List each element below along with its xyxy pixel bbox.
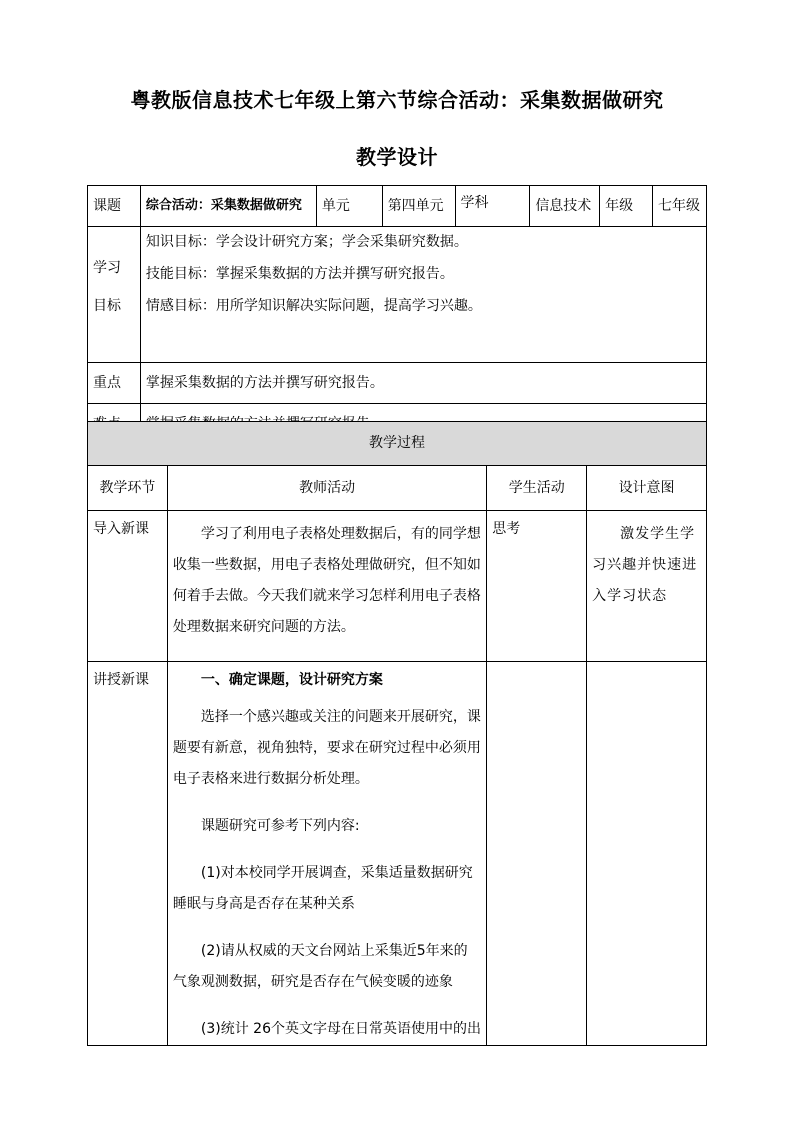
goals-body <box>140 227 706 363</box>
lecture-paragraph-2: 课题研究可参考下列内容: <box>200 818 360 834</box>
lecture-item-3: (3)统计 26个英文字母在日常英语使用中的出 <box>200 1021 481 1037</box>
goals-label <box>88 227 141 363</box>
process-header-row <box>88 466 707 511</box>
goals-label-line2: 目标 <box>93 298 121 314</box>
lecture-intent <box>587 662 707 1046</box>
key-point-label: 重点 <box>88 363 141 404</box>
topic-label: 课题 <box>88 186 141 227</box>
intro-teacher <box>167 511 486 662</box>
lecture-heading: 一、确定课题，设计研究方案 <box>200 672 383 688</box>
lecture-teacher <box>167 662 486 1046</box>
intro-intent <box>587 511 707 662</box>
goals-label-line1: 学习 <box>93 260 121 276</box>
lecture-item-2: (2)请从权威的天文台网站上采集近5年来的气象观测数据，研究是否存在气候变暖的迹象 <box>172 943 468 990</box>
header-teacher: 教师活动 <box>167 466 486 511</box>
key-point-value: 掌握采集数据的方法并撰写研究报告。 <box>140 363 706 404</box>
lecture-item-1: (1)对本校同学开展调查，采集适量数据研究睡眠与身高是否存在某种关系 <box>172 865 473 912</box>
info-row-topic <box>88 186 707 227</box>
subject-label: 学科 <box>455 186 530 227</box>
header-stage: 教学环节 <box>88 466 168 511</box>
lecture-paragraph-1: 选择一个感兴趣或关注的问题来开展研究，课题要有新意，视角独特，要求在研究过程中必须用电子表格来进行数据分析处理。 <box>172 709 481 787</box>
process-section-title: 教学过程 <box>88 422 707 466</box>
document-title: 粤教版信息技术七年级上第六节综合活动：采集数据做研究 <box>130 88 664 112</box>
knowledge-goal: 知识目标：学会设计研究方案；学会采集研究数据。 <box>145 234 468 250</box>
subject-value: 信息技术 <box>530 186 600 227</box>
lecture-stage: 讲授新课 <box>88 662 168 1046</box>
topic-value: 综合活动：采集数据做研究 <box>140 186 316 227</box>
grade-label: 年级 <box>600 186 653 227</box>
intro-teacher-text: 学习了利用电子表格处理数据后，有的同学想收集一些数据，用电子表格处理做研究，但不知如何着手去做。今天我们就来学习怎样利用电子表格处理数据来研究问题的方法。 <box>172 526 481 635</box>
lecture-row <box>88 662 707 1046</box>
teaching-process-table <box>87 421 707 1046</box>
info-row-goals <box>88 227 707 363</box>
lecture-student <box>487 662 587 1046</box>
header-student: 学生活动 <box>487 466 587 511</box>
emotion-goal: 情感目标：用所学知识解决实际问题，提高学习兴趣。 <box>145 297 482 314</box>
info-row-key-point <box>88 363 707 404</box>
document-subtitle: 教学设计 <box>356 145 438 169</box>
unit-value: 第四单元 <box>382 186 455 227</box>
lesson-info-table <box>87 185 707 445</box>
unit-label: 单元 <box>316 186 382 227</box>
grade-value: 七年级 <box>653 186 707 227</box>
lecture-teacher-body <box>173 670 481 1045</box>
skill-goal: 技能目标：掌握采集数据的方法并撰写研究报告。 <box>145 265 454 282</box>
intro-stage: 导入新课 <box>88 511 168 662</box>
intro-student: 思考 <box>487 511 587 662</box>
header-intent: 设计意图 <box>587 466 707 511</box>
process-section-row <box>88 422 707 466</box>
intro-intent-text: 激发学生学习兴趣并快速进入学习状态 <box>592 526 698 604</box>
intro-row <box>88 511 707 662</box>
